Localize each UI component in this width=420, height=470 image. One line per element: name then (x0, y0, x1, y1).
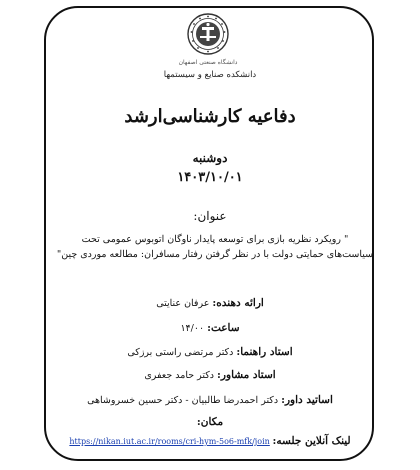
place-label: مکان: (196, 416, 224, 428)
online-link-label: لینک آنلاین جلسه: (272, 435, 351, 447)
topic-heading: عنوان: (193, 209, 227, 223)
presenter-value: عرفان عنایتی (156, 298, 210, 309)
seal-caption: دانشگاه صنعتی اصفهان (178, 59, 238, 66)
online-meeting-link[interactable]: https://nikan.iut.ac.ir/rooms/cri-hym-5o6-mfk/join (69, 437, 270, 446)
page-title: دفاعیه کارشناسی‌ارشد (124, 106, 296, 127)
referees-label: اساتید داور: (281, 394, 333, 406)
presenter-row (0, 297, 420, 309)
department-name: دانشکده صنایع و سیستمها (163, 70, 257, 80)
place-row (0, 416, 420, 428)
time-row (0, 322, 420, 334)
supervisor-row (0, 346, 420, 358)
advisor-row (0, 369, 420, 381)
weekday-text: دوشنبه (192, 151, 228, 165)
referees-value: دکتر احمدرضا طالبیان - دکتر حسین خسروشاهی (87, 395, 279, 406)
advisor-value: دکتر حامد جعفری (144, 370, 215, 381)
presenter-label: ارائه دهنده: (212, 297, 264, 309)
topic-line-2: سیاست‌های حمایتی دولت با در نظر گرفتن رفتار مسافران: مطالعه موردی چین" (56, 249, 374, 260)
advisor-label: استاد مشاور: (217, 369, 276, 381)
referees-row (0, 394, 420, 406)
time-value: ۱۴/۰۰ (180, 323, 205, 334)
supervisor-value: دکتر مرتضی راستی برزکی (127, 347, 234, 358)
weekday (0, 151, 420, 165)
date-value: ۱۴۰۳/۱۰/۰۱ (177, 170, 243, 185)
supervisor-label: استاد راهنما: (236, 346, 293, 358)
online-link-row (0, 435, 420, 447)
time-label: ساعت: (207, 322, 240, 334)
topic-line-1: " رویکرد نظریه بازی برای توسعه پایدار ناوگان اتوبوس عمومی تحت (81, 234, 349, 245)
university-seal-logo (186, 12, 230, 60)
